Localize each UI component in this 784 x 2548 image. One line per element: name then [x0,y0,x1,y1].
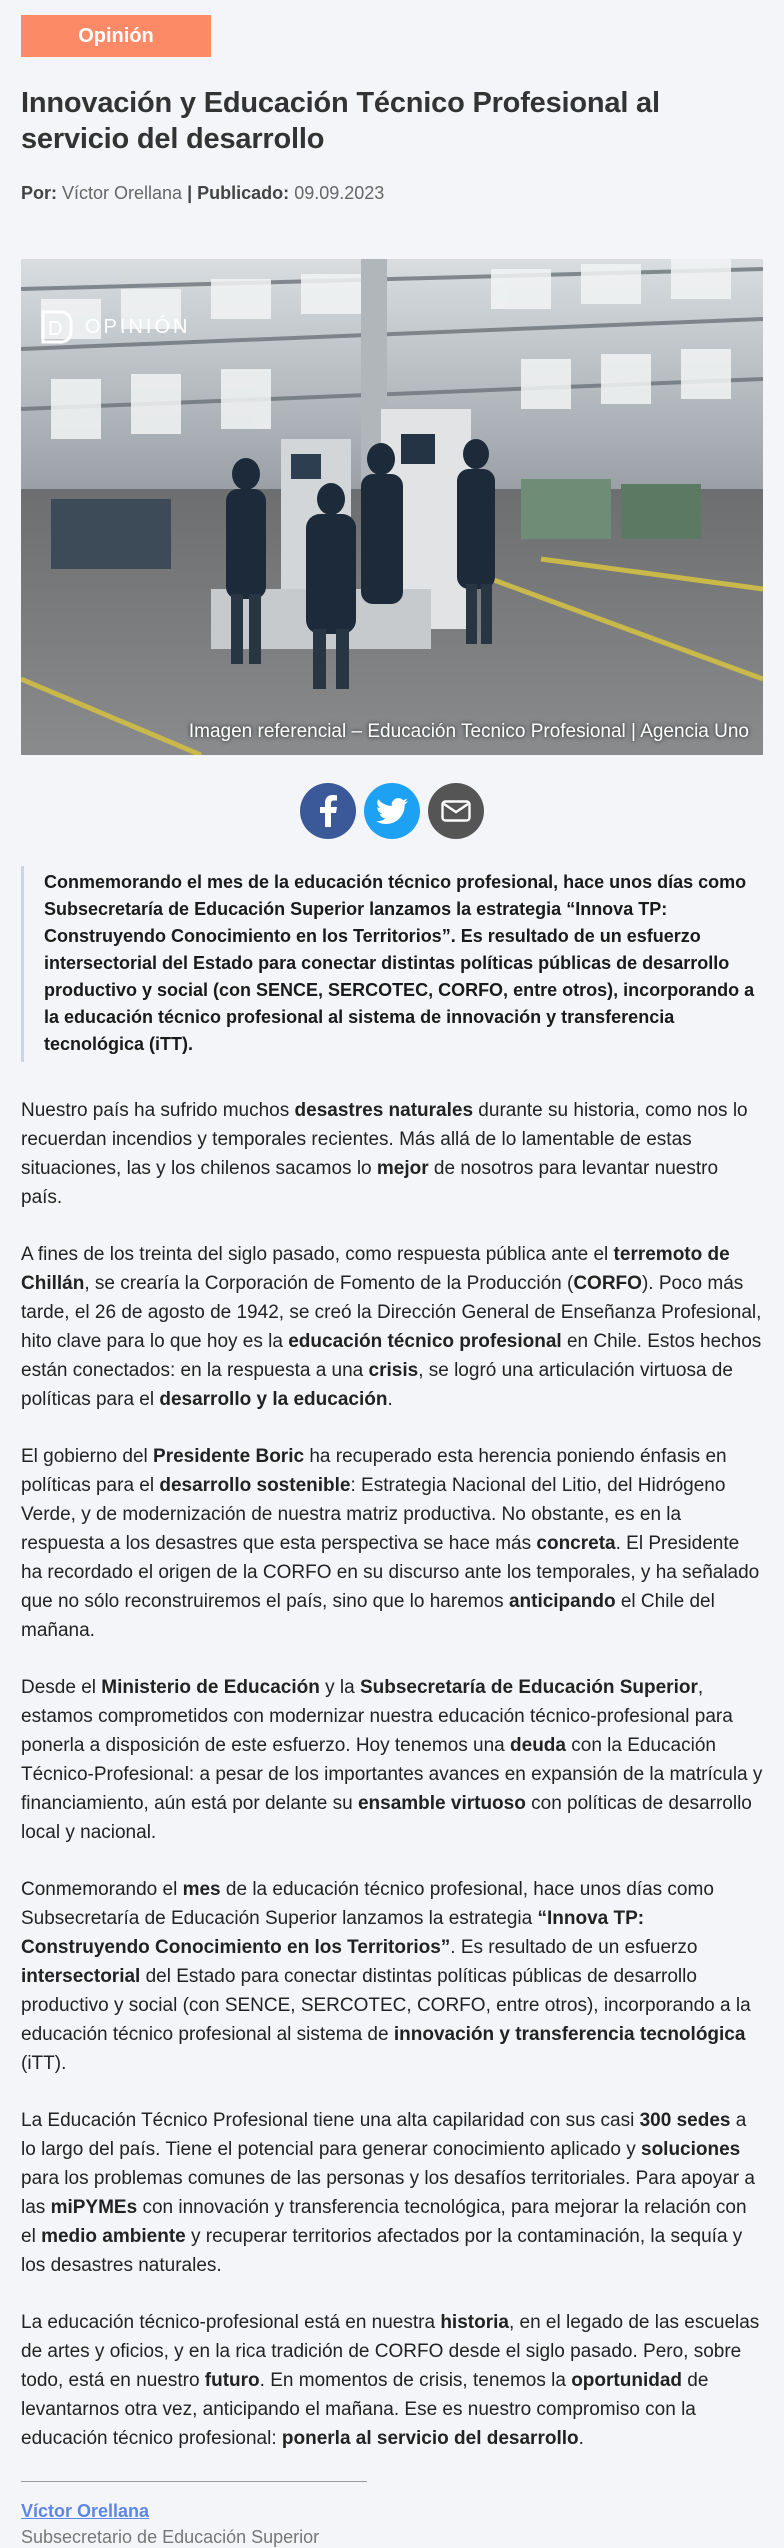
text-run: , se logró una articulación virtuosa de políticas para el [21,1360,733,1410]
bold-text: historia [440,2312,509,2333]
bold-text: Ministerio de Educación [101,1677,320,1698]
hero-image [21,259,763,755]
article-body [21,1096,763,2453]
email-icon [441,800,471,822]
bold-text: 300 sedes [639,2110,731,2131]
bold-text: Subsecretaría de Educación Superior [359,1677,698,1698]
article-paragraph [21,1096,763,1212]
text-run: ). Poco más tarde, el 26 de agosto de 1942, se creó la Dirección General de Enseñanza Profesional, hito clave para lo que hoy es la [21,1273,762,1352]
text-run: Conmemorando el [21,1879,183,1900]
text-run: de nosotros para levantar nuestro país. [21,1158,719,1208]
text-run: de levantarnos otra vez, anticipando el mañana. Ese es nuestro compromiso con la educación técnico profesional: [21,2370,709,2449]
article-paragraph [21,1673,763,1847]
bold-text: terremoto de Chillán [21,1244,730,1294]
text-run: ha recuperado esta herencia poniendo énfasis en políticas para el [21,1446,727,1496]
bold-text: ensamble virtuoso [357,1793,526,1814]
brand-label: OPINIÓN [85,315,191,338]
article-paragraph [21,1875,763,2078]
bold-text: miPYMEs [50,2197,138,2218]
text-run: con políticas de desarrollo local y nacional. [21,1793,752,1843]
bold-text: Presidente Boric [153,1446,305,1467]
article-lead: Conmemorando el mes de la educación técnico profesional, hace unos días como Subsecretaría de Educación Superior lanzamos la estrategia “Innova TP: Construyendo Conocimiento en los Territorios”. Es resultado de un esfuerzo intersectorial del Estado para conectar distintas políticas públicas de desarrollo productivo y social (con SENCE, SERCOTEC, CORFO, entre otros), incorporando a la educación técnico profesional al sistema de innovación y transferencia tecnológica (iTT). [21,866,763,1062]
bold-text: crisis [368,1360,419,1381]
text-run: del Estado para conectar distintas políticas públicas de desarrollo productivo y social (con SENCE, SERCOTEC, CORFO, entre otros), incorporando a la educación técnico profesional al sistema de [21,1966,751,2045]
svg-text:D: D [48,318,66,340]
by-label: Por: [21,183,57,203]
text-run: y la [319,1677,360,1698]
text-run: durante su historia, como nos lo recuerdan incendios y temporales recientes. Más allá de lo lamentable de estas situaciones, las y los chilenos sacamos lo [21,1100,748,1179]
text-run: . En momentos de crisis, tenemos la [259,2370,572,2391]
article-paragraph [21,2106,763,2280]
text-run: Nuestro país ha sufrido muchos [21,1100,295,1121]
bold-text: mejor [376,1158,429,1179]
share-bar [21,783,763,839]
text-run: de la educación técnico profesional, hace unos días como Subsecretaría de Educación Superior lanzamos la estrategia [21,1879,714,1929]
text-run: La educación técnico-profesional está en nuestra [21,2312,441,2333]
email-share-button[interactable] [428,783,484,839]
bold-text: educación técnico profesional [288,1331,562,1352]
article-paragraph [21,2308,763,2453]
byline-separator: | [187,183,193,203]
text-run: : Estrategia Nacional del Litio, del Hidrógeno Verde, y de modernización de nuestra matriz productiva. No obstante, es en la respuesta a los desastres que esta perspectiva se hace más [21,1475,726,1554]
text-run: . El Presidente ha recordado el origen de la CORFO en su discurso ante los temporales, y ha señalado que no sólo reconstruiremos el país, sino que lo haremos [21,1533,760,1612]
brand-logo-icon [37,308,75,346]
bold-text: soluciones [641,2139,741,2160]
section-tag[interactable]: Opinión [21,15,211,57]
bold-text: desastres naturales [294,1100,474,1121]
text-run: en Chile. Estos hechos están conectados: en la respuesta a una [21,1331,762,1381]
text-run: , estamos comprometidos con modernizar nuestra educación técnico-profesional para ponerla a disposición de este esfuerzo. Hoy tenemos una [21,1677,733,1756]
text-run: para los problemas comunes de las personas y los desafíos territoriales. Para apoyar a las [21,2168,755,2218]
twitter-icon [376,798,408,824]
publish-date: 09.09.2023 [294,183,385,203]
bold-text: intersectorial [21,1966,141,1987]
bold-text: “Innova TP: Construyendo Conocimiento en los Territorios” [21,1908,645,1958]
facebook-share-button[interactable] [300,783,356,839]
image-caption: Imagen referencial – Educación Tecnico Profesional | Agencia Uno [188,721,749,742]
byline [21,183,763,204]
text-run: y recuperar territorios afectados por la contaminación, la sequía y los desastres naturales. [21,2226,743,2276]
text-run: con innovación y transferencia tecnológica, para mejorar la relación con el [21,2197,747,2247]
article-paragraph [21,1240,763,1414]
facebook-icon [315,795,341,827]
bold-text: futuro [204,2370,260,2391]
bold-text: innovación y transferencia tecnológica [393,2024,746,2045]
bold-text: mes [182,1879,221,1900]
bold-text: concreta [536,1533,616,1554]
text-run: el Chile del mañana. [21,1591,715,1641]
text-run: . [578,2428,584,2449]
bold-text: oportunidad [571,2370,682,2391]
text-run: con la Educación Técnico-Profesional: a pesar de los importantes avances en expansión de la matrícula y financiamiento, aún está por delante su [21,1735,763,1814]
text-run: Desde el [21,1677,102,1698]
text-run: A fines de los treinta del siglo pasado, como respuesta pública ante el [21,1244,614,1265]
brand-watermark [37,308,190,346]
byline-author: Víctor Orellana [62,183,183,203]
published-label: Publicado: [197,183,290,203]
text-run: (iTT). [21,2053,67,2074]
text-run: . Es resultado de un esfuerzo [450,1937,698,1958]
bold-text: desarrollo sostenible [159,1475,351,1496]
bold-text: desarrollo y la educación [159,1389,388,1410]
twitter-share-button[interactable] [364,783,420,839]
bold-text: anticipando [508,1591,616,1612]
text-run: La Educación Técnico Profesional tiene una alta capilaridad con sus casi [21,2110,640,2131]
bold-text: ponerla al servicio del desarrollo [281,2428,579,2449]
text-run: El gobierno del [21,1446,154,1467]
article-title: Innovación y Educación Técnico Profesional al servicio del desarrollo [21,87,660,155]
text-run: , se crearía la Corporación de Fomento de la Producción ( [84,1273,574,1294]
bold-text: CORFO [573,1273,642,1294]
bold-text: deuda [510,1735,566,1756]
text-run: . [387,1389,393,1410]
bold-text: medio ambiente [41,2226,186,2247]
author-divider [21,2481,367,2482]
article-paragraph [21,1442,763,1645]
text-run: a lo largo del país. Tiene el potencial para generar conocimiento aplicado y [21,2110,747,2160]
text-run: , en el legado de las escuelas de artes y oficios, y en la rica tradición de CORFO desde el siglo pasado. Pero, sobre todo, está en nuestro [21,2312,760,2391]
author-link[interactable]: Víctor Orellana [21,2501,150,2521]
author-role: Subsecretario de Educación Superior [21,2527,320,2547]
